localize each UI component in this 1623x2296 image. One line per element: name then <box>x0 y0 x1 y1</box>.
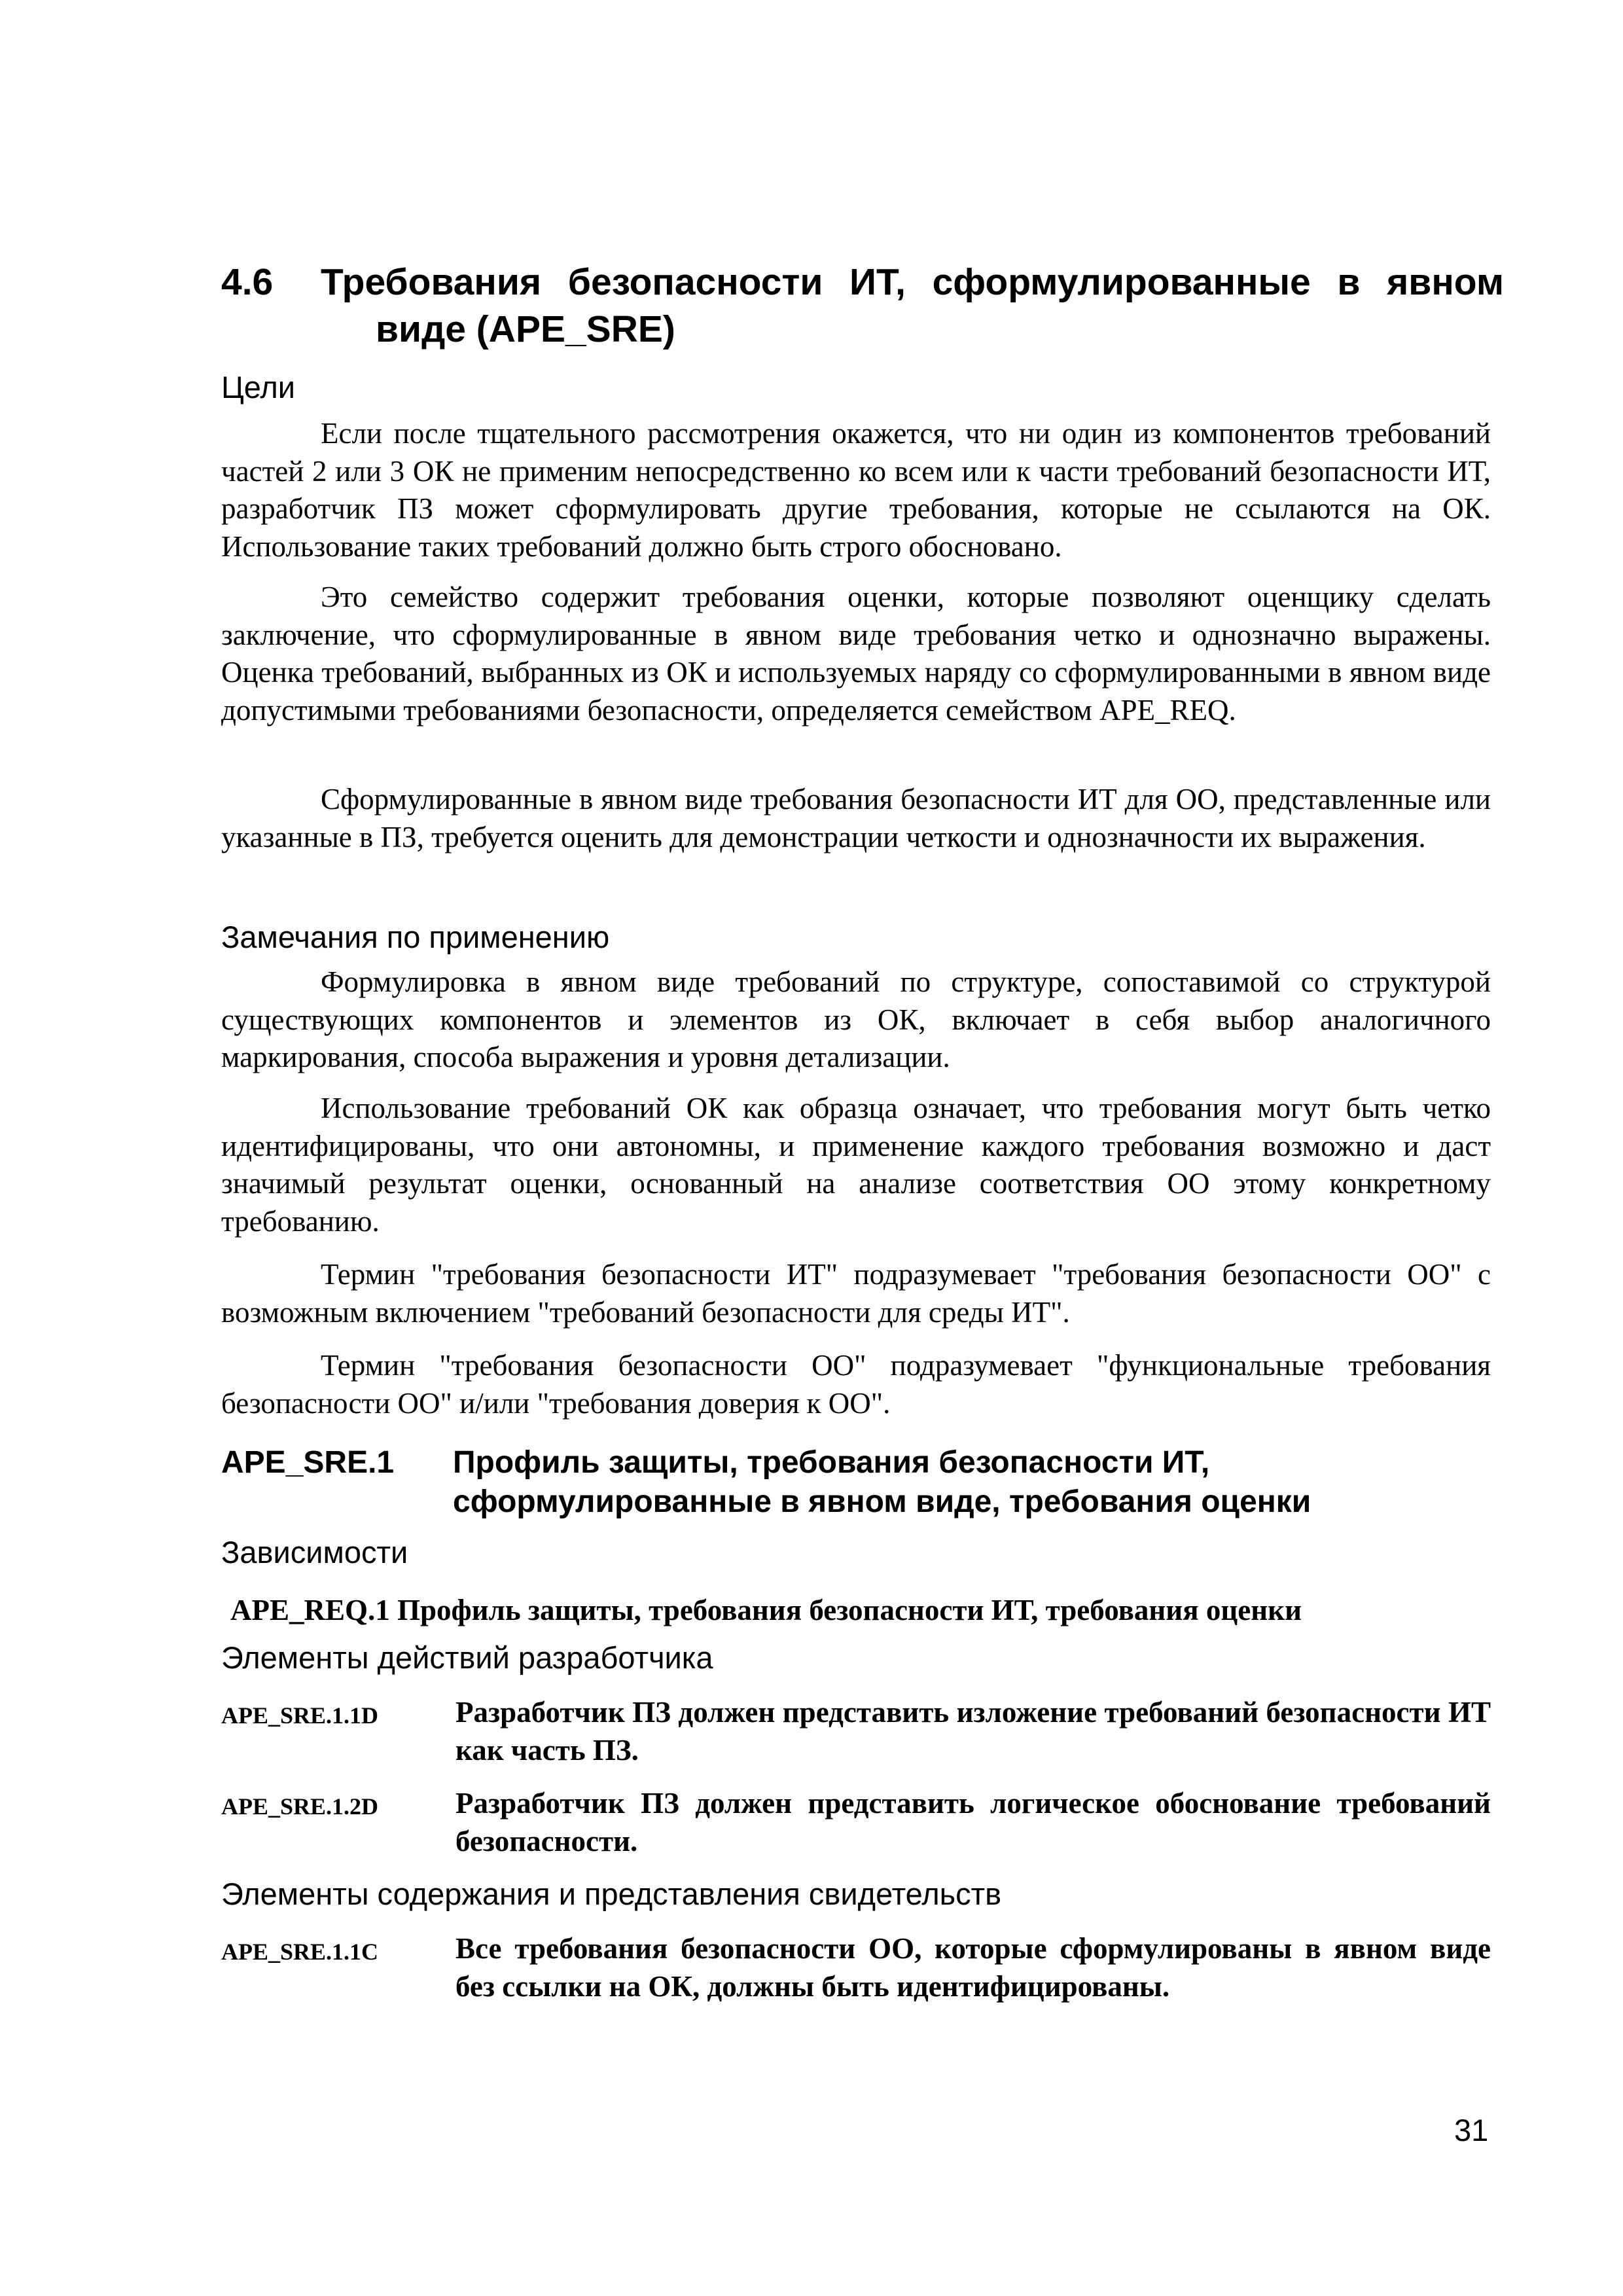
content-elements-heading: Элементы содержания и представления свидетельств <box>221 1876 1002 1911</box>
developer-elements-heading: Элементы действий разработчика <box>221 1640 713 1675</box>
section-title-line2: виде (APE_SRE) <box>376 308 675 350</box>
element-id: APE_SRE.1.1D <box>221 1702 379 1729</box>
objectives-paragraph-2: Это семейство содержит требования оценки, которые позволяют оценщику сделать заключение, что сформулированные в явном виде требования четко и однозначно выражены. Оценка требований, выбранных из ОК и используемых наряду со сформулированными в явном виде допустимыми требованиями безопасности, определяется семейством APE_REQ. <box>221 581 1491 726</box>
element-text: Все требования безопасности ОО, которые сформулированы в явном виде без ссылки на ОК, должны быть идентифицированы. <box>455 1932 1491 2003</box>
element-text: Разработчик ПЗ должен представить логическое обоснование требований безопасности. <box>455 1787 1491 1857</box>
dependencies-text: APE_REQ.1 Профиль защиты, требования безопасности ИТ, требования оценки <box>230 1594 1302 1626</box>
component-id: APE_SRE.1 <box>221 1445 395 1480</box>
objectives-heading: Цели <box>221 370 296 404</box>
dependencies-heading: Зависимости <box>221 1535 408 1570</box>
section-title-line1: Требования безопасности ИТ, сформулированные в явном <box>321 261 1504 303</box>
application-notes-heading: Замечания по применению <box>221 920 610 954</box>
element-id: APE_SRE.1.2D <box>221 1793 379 1820</box>
section-number: 4.6 <box>221 261 274 303</box>
application-notes-paragraph-4: Термин "требования безопасности ОО" подразумевает "функциональные требования безопасности ОО" и/или "требования доверия к ОО". <box>221 1349 1491 1420</box>
application-notes-paragraph-3: Термин "требования безопасности ИТ" подразумевает "требования безопасности ОО" с возможным включением "требований безопасности для среды ИТ". <box>221 1258 1491 1329</box>
element-id: APE_SRE.1.1C <box>221 1939 379 1965</box>
page-number: 31 <box>1454 2113 1489 2147</box>
objectives-paragraph-3: Сформулированные в явном виде требования безопасности ИТ для ОО, представленные или указанные в ПЗ, требуется оценить для демонстрации четкости и однозначности их выражения. <box>221 783 1491 853</box>
element-text: Разработчик ПЗ должен представить изложение требований безопасности ИТ как часть ПЗ. <box>455 1696 1491 1767</box>
component-title: Профиль защиты, требования безопасности ИТ, сформулированные в явном виде, требования оценки <box>453 1445 1311 1519</box>
objectives-paragraph-1: Если после тщательного рассмотрения окажется, что ни один из компонентов требований частей 2 или 3 ОК не применим непосредственно ко всем или к части требований безопасности ИТ, разработчик ПЗ может сформулировать другие требования, которые не ссылаются на ОК. Использование таких требований должно быть строго обосновано. <box>221 417 1491 563</box>
application-notes-paragraph-2: Использование требований ОК как образца означает, что требования могут быть четко идентифицированы, что они автономны, и применение каждого требования возможно и даст значимый результат оценки, основанный на анализе соответствия ОО этому конкретному требованию. <box>221 1092 1491 1238</box>
application-notes-paragraph-1: Формулировка в явном виде требований по структуре, сопоставимой со структурой существующих компонентов и элементов из ОК, включает в себя выбор аналогичного маркирования, способа выражения и уровня детализации. <box>221 965 1491 1073</box>
